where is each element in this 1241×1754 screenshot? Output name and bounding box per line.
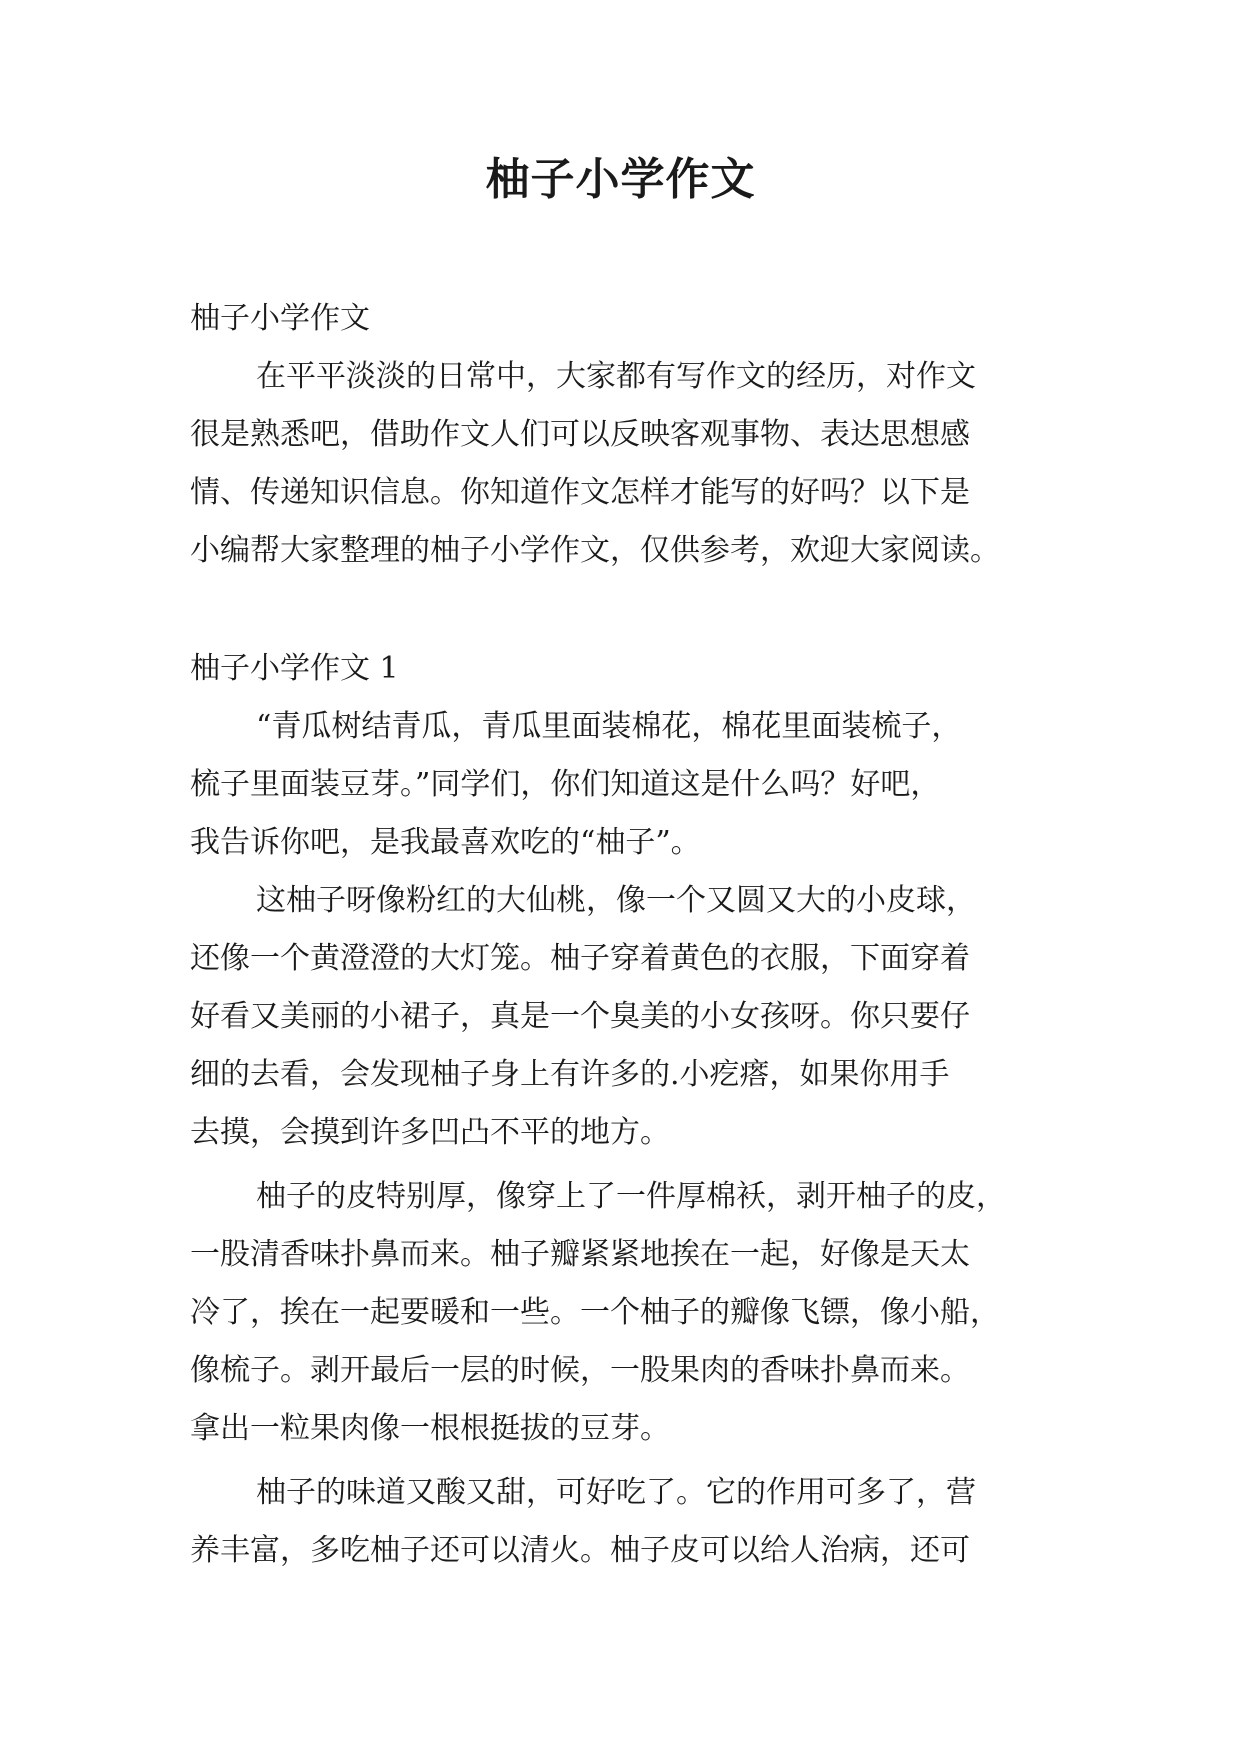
text-line: 还像一个黄澄澄的大灯笼。柚子穿着黄色的衣服，下面穿着 [190, 941, 970, 976]
text-line: 很是熟悉吧，借助作文人们可以反映客观事物、表达思想感 [190, 417, 970, 452]
spacer [190, 580, 1060, 640]
text-line: 柚子的味道又酸又甜，可好吃了。它的作用可多了，营 [256, 1475, 976, 1510]
section-heading: 柚子小学作文 1 [190, 651, 399, 686]
page-title: 柚子小学作文 [485, 154, 756, 205]
intro-paragraph [190, 348, 1060, 580]
text-line: 情、传递知识信息。你知道作文怎样才能写的好吗？以下是 [190, 475, 970, 510]
paragraph [190, 1168, 1060, 1458]
text-line: 拿出一粒果肉像一根根挺拔的豆芽。 [190, 1411, 670, 1446]
text-line: 我告诉你吧，是我最喜欢吃的“柚子”。 [190, 825, 701, 860]
text-line: 像梳子。剥开最后一层的时候，一股果肉的香味扑鼻而来。 [190, 1353, 970, 1388]
text-line: 这柚子呀像粉红的大仙桃，像一个又圆又大的小皮球， [256, 883, 976, 918]
paragraph [190, 1464, 1060, 1580]
text-line: 梳子里面装豆芽。”同学们，你们知道这是什么吗？好吧， [190, 767, 941, 802]
document-subtitle: 柚子小学作文 [190, 301, 370, 336]
text-line: 细的去看，会发现柚子身上有许多的.小疙瘩，如果你用手 [190, 1057, 950, 1092]
text-line: 小编帮大家整理的柚子小学作文，仅供参考，欢迎大家阅读。 [190, 533, 1000, 568]
text-line: 好看又美丽的小裙子，真是一个臭美的小女孩呀。你只要仔 [190, 999, 970, 1034]
paragraph [190, 698, 1060, 872]
text-line: 冷了，挨在一起要暖和一些。一个柚子的瓣像飞镖，像小船， [190, 1295, 1000, 1330]
text-line: 去摸，会摸到许多凹凸不平的地方。 [190, 1115, 670, 1150]
document-body [190, 290, 1060, 1580]
text-line: “青瓜树结青瓜，青瓜里面装棉花，棉花里面装梳子， [256, 709, 962, 744]
text-line: 在平平淡淡的日常中，大家都有写作文的经历，对作文 [256, 359, 976, 394]
paragraph [190, 872, 1060, 1162]
text-line: 柚子的皮特别厚，像穿上了一件厚棉袄，剥开柚子的皮， [256, 1179, 1006, 1214]
text-line: 一股清香味扑鼻而来。柚子瓣紧紧地挨在一起，好像是天太 [190, 1237, 970, 1272]
text-line: 养丰富，多吃柚子还可以清火。柚子皮可以给人治病，还可 [190, 1533, 970, 1568]
